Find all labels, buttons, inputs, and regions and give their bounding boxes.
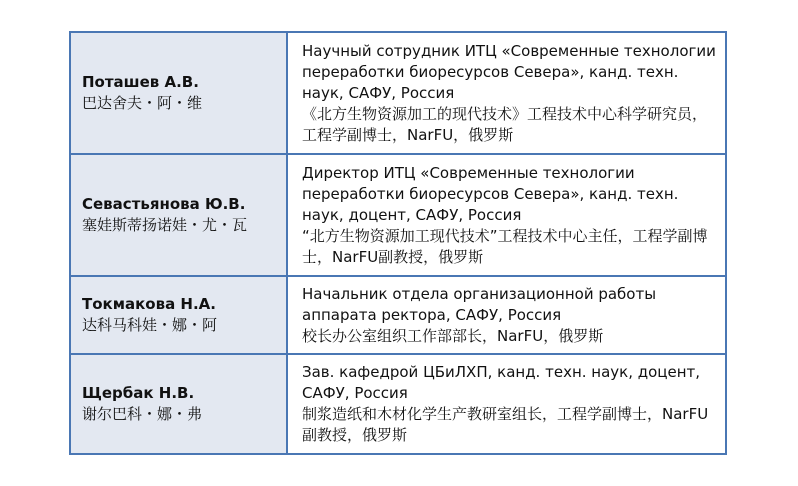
author-description-ru: Научный сотрудник ИТЦ «Современные технологии переработки биоресурсов Севера», канд. техн. наук, САФУ, Россия	[302, 41, 716, 102]
author-description-zh: 制浆造纸和木材化学生产教研室组长，工程学副博士，NarFU副教授，俄罗斯	[302, 405, 709, 444]
author-name-zh: 谢尔巴科・娜・弗	[82, 405, 203, 423]
table-row	[70, 276, 726, 354]
author-description-ru: Начальник отдела организационной работы аппарата ректора, САФУ, Россия	[302, 284, 657, 324]
author-description-zh: 校长办公室组织工作部部长，NarFU，俄罗斯	[302, 326, 604, 345]
author-description-cell	[287, 276, 726, 354]
author-description-ru: Зав. кафедрой ЦБиЛХП, канд. техн. наук, доцент, САФУ, Россия	[302, 363, 701, 402]
table-row	[70, 154, 726, 276]
table-row	[70, 354, 726, 454]
table-row	[70, 32, 726, 154]
author-description-cell	[287, 32, 726, 154]
author-name-cell	[70, 276, 287, 354]
author-name-cell	[70, 32, 287, 154]
author-name-zh: 塞娃斯蒂扬诺娃・尤・瓦	[82, 216, 248, 234]
author-name-zh: 巴达舍夫・阿・维	[82, 94, 203, 112]
author-description-ru: Директор ИТЦ «Современные технологии переработки биоресурсов Севера», канд. техн. наук, доцент, САФУ, Россия	[302, 163, 679, 224]
author-description-cell	[287, 154, 726, 276]
author-name-cell	[70, 154, 287, 276]
author-description-zh: 《北方生物资源加工的现代技术》工程技术中心科学研究员，工程学副博士，NarFU，俄罗斯	[302, 104, 708, 144]
authors-table	[69, 31, 727, 455]
author-description-cell	[287, 354, 726, 454]
author-name-ru: Поташев А.В.	[82, 73, 199, 91]
author-name-ru: Щербак Н.В.	[82, 384, 195, 402]
author-name-zh: 达科马科娃・娜・阿	[82, 316, 218, 334]
author-name-ru: Севастьянова Ю.В.	[82, 195, 246, 213]
author-name-cell	[70, 354, 287, 454]
author-description-zh: “北方生物资源加工现代技术”工程技术中心主任，工程学副博士，NarFU副教授，俄罗斯	[302, 226, 708, 266]
author-name-ru: Токмакова Н.А.	[82, 295, 216, 313]
